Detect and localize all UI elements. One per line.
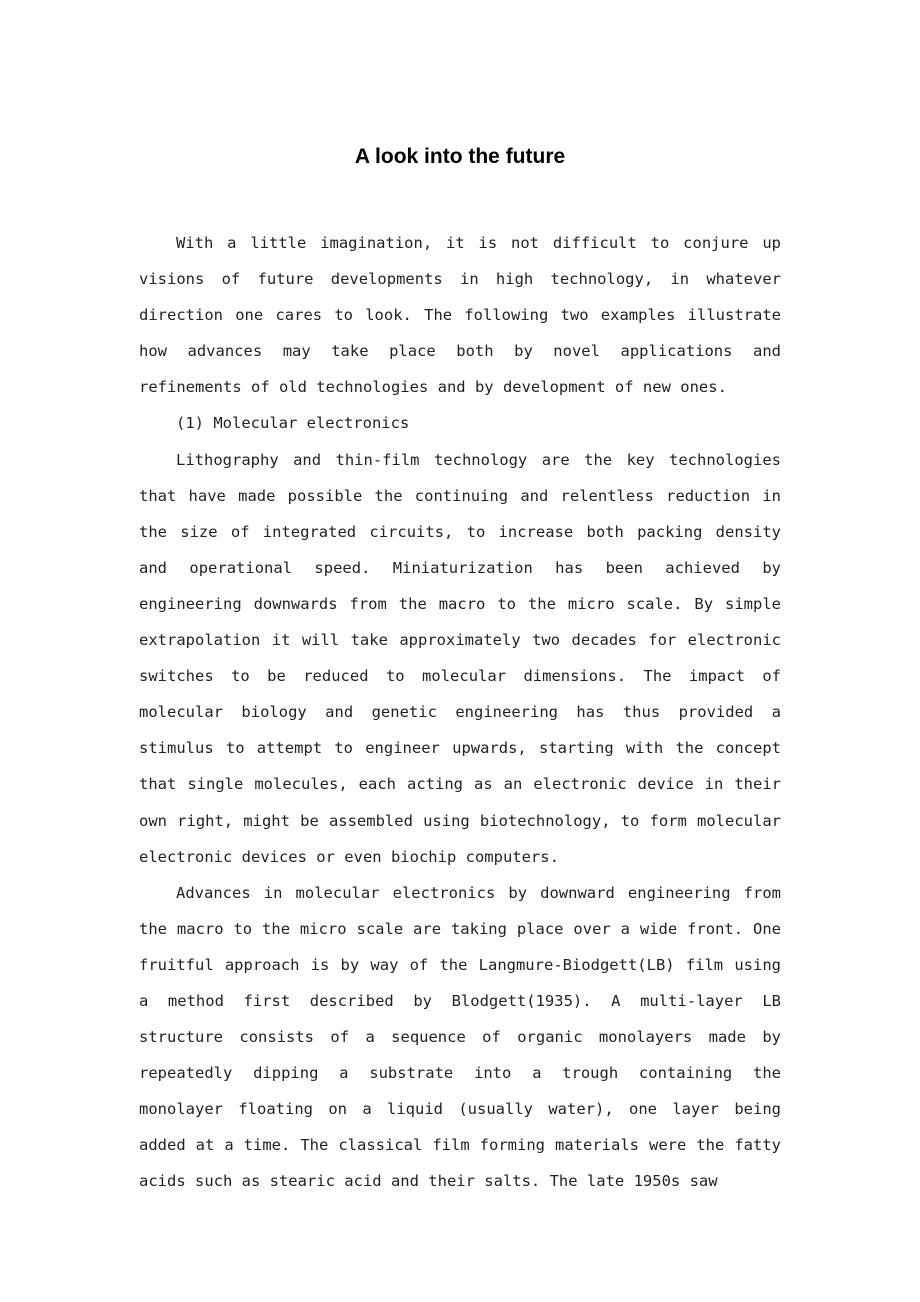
section-heading-molecular-electronics: (1) Molecular electronics (176, 414, 410, 433)
paragraph-lithography: Lithography and thin-film technology are the key technologies that have made possible the continuing and relentless reduction in the size of integrated circuits, to increase both packing density and operational speed. Miniaturization has been achieved by engineering downwards from the macro to the micro scale. By simple extrapolation it will take approximately two decades for electronic switches to be reduced to molecular dimensions. The impact of molecular biology and genetic engineering has thus provided a stimulus to attempt to engineer upwards, starting with the concept that single molecules, each acting as an electronic device in their own right, might be assembled using biotechnology, to form molecular electronic devices or even biochip computers. (139, 450, 781, 866)
paragraph-intro: With a little imagination, it is not difficult to conjure up visions of future developments in high technology, in whatever direction one cares to look. The following two examples illustrate how advances may take place both by novel applications and refinements of old technologies and by development of new ones. (139, 234, 781, 397)
paragraph-advances: Advances in molecular electronics by downward engineering from the macro to the micro scale are taking place over a wide front. One fruitful approach is by way of the Langmure-Biodgett(LB) film using a method first described by Blodgett(1935). A multi-layer LB structure consists of a sequence of organic monolayers made by repeatedly dipping a substrate into a trough containing the monolayer floating on a liquid (usually water), one layer being added at a time. The classical film forming materials were the fatty acids such as stearic acid and their salts. The late 1950s saw (139, 883, 781, 1191)
page-title: A look into the future (354, 145, 566, 168)
document-body (139, 225, 781, 1200)
